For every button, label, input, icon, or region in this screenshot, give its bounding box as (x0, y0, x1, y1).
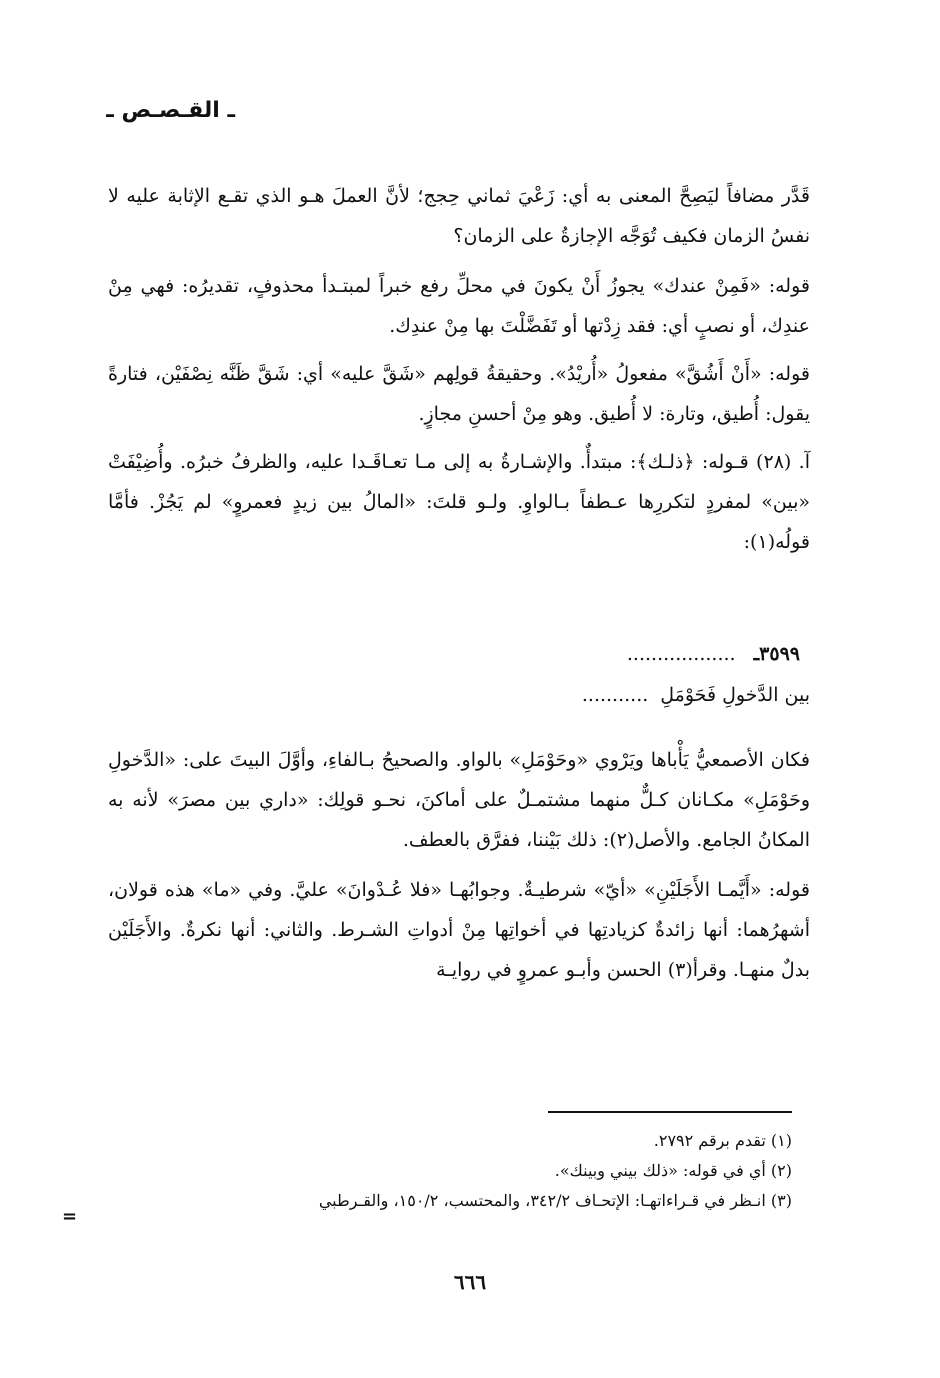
verse-number: ٣٥٩٩ـ (753, 643, 800, 665)
footnotes (70, 1126, 792, 1216)
verse-text: بين الدَّخولِ فَحَوْمَلِ (660, 684, 810, 706)
continuation-mark: = (62, 1206, 78, 1227)
paragraph-3: قوله: «أَنْ أَشُقَّ» مفعولُ «أُريْدُ». وحقيقةُ قولِهم «شَقَّ عليه» أي: شَقَّ ظَنَّه نِصْفَيْن، فتارةً يقول: أُطيق، وتارة: لا أُطيق. وهو مِنْ أحسنِ مجازٍ. (108, 363, 810, 425)
footnote-3: (٣) انـظر في قـراءاتهـا: الإتحـاف ٣٤٢/٢، والمحتسب، ١٥٠/٢، والقـرطبي (318, 1191, 792, 1210)
paragraph-1: قَدَّر مضافاً ليَصِحَّ المعنى به أي: زَعْيَ ثماني حِجج؛ لأنَّ العملَ هـو الذي تقـع الإثابة عليه لا نفسُ الزمان فكيف تُوَجَّه الإجازةُ على الزمان؟ (108, 185, 810, 247)
main-text-top (108, 176, 810, 570)
main-text-bottom (108, 740, 810, 1000)
verse-line (290, 677, 810, 713)
page-number: ٦٦٦ (453, 1270, 487, 1294)
paragraph-4: آ. (٢٨) قـوله: ﴿ذلـك﴾: مبتدأٌ. والإشـارةُ به إلى مـا تعـاقَـدا عليه، والظرفُ خبرُه. وأُضِيْفَتْ «بين» لمفردٍ لتكررِها عـطفاً بـالواوِ. ولـو قلتَ: «المالُ بين زيدٍ فعمروٍ» لم يَجُزْ. فأمَّا قولُه(١): (108, 451, 810, 553)
verse-number-line (220, 637, 800, 671)
footnote-divider (548, 1111, 792, 1113)
verse-text-dots: ........... (581, 684, 649, 706)
paragraph-5: فكان الأصمعيُّ يَأْباها ويَرْوي «وحَوْمَلِ» بالواو. والصحيحُ بـالفاءِ، وأوَّلَ البيتَ على: «الدَّخولِ وحَوْمَلِ» مكـانان كـلٌّ منهما مشتمـلٌ على أماكنَ، نحـو قولِك: «داري بين مصرَ» لأنه به المكانُ الجامع. والأصل(٢): ذلك بَيْننا، ففرَّق بالعطف. (108, 749, 810, 851)
paragraph-2: قوله: «فَمِنْ عندك» يجوزُ أَنْ يكونَ في محلِّ رفع خبراً لمبتـدأ محذوفٍ، تقديرُه: فهي مِنْ عندِك، أو نصبٍ أي: فقد زِدْتها أو تَفَضَّلْتَ بها مِنْ عندِك. (108, 275, 810, 337)
verse-dots: .................. (626, 643, 736, 665)
paragraph-6: قوله: «أَيَّمـا الأَجَلَيْنِ» «أيّ» شرطيـةٌ. وجوابُهـا «فلا عُـدْوانَ» عليَّ. وفي «ما» هذه قولان، أشهرُهما: أنها زائدةٌ كزيادتِها في أخواتِها مِنْ أدواتِ الشـرط. والثاني: أنها نكرةٌ. والأَجَلَيْن بدلٌ منهـا. وقرأ(٣) الحسن وأبـو عمروٍ في روايـة (108, 879, 810, 981)
running-header: ـ القـصـص ـ (106, 98, 235, 123)
footnote-1: (١) تقدم برقم ٢٧٩٢. (653, 1131, 792, 1150)
footnote-2: (٢) أي في قوله: «ذلك بيني وبينك». (554, 1161, 792, 1180)
